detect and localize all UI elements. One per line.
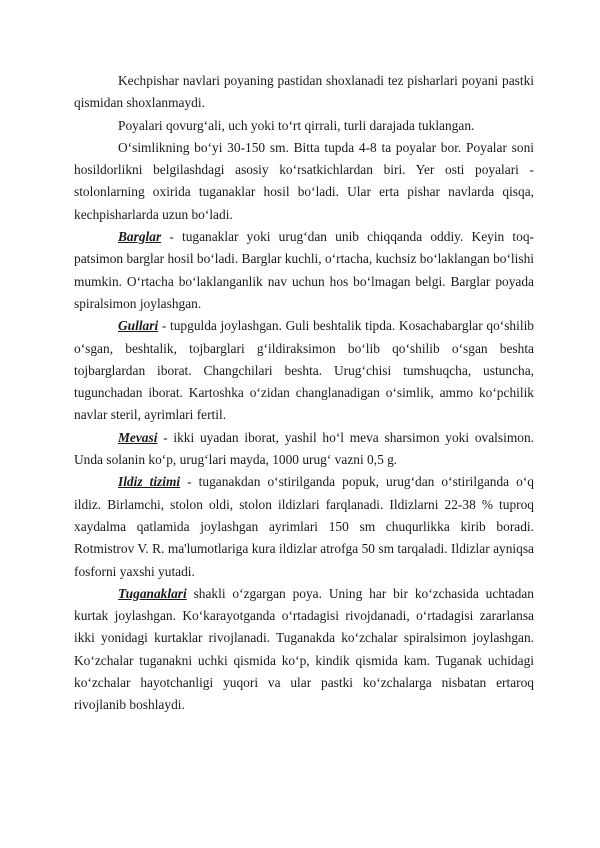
paragraph-gullari (74, 315, 534, 426)
paragraph-text: Kechpishar navlari poyaning pastidan shoxlanadi tez pisharlari poyani pastki qismidan shoxlanmaydi. (74, 73, 534, 111)
document-page (74, 70, 534, 717)
paragraph-text: O‘simlikning bo‘yi 30-150 sm. Bitta tupda 4-8 ta poyalar bor. Poyalar soni hosildorlikni belgilashdagi asosiy ko‘rsatkichlardan biri. Yer osti poyalari - stolonlarning oxirida tuganaklar hosil bo‘ladi. Ular erta pishar navlarda qisqa, kechpisharlarda uzun bo‘ladi. (74, 139, 534, 222)
paragraph-poyalari (74, 115, 534, 137)
paragraph-tuganaklari (74, 583, 534, 717)
paragraph-text: - tuganaklar yoki urug‘dan unib chiqqanda oddiy. Keyin toq-patsimon barglar hosil bo‘ladi. Barglar kuchli, o‘rtacha, kuchsiz bo‘laklangan bo‘lishi mumkin. O‘rtacha bo‘laklanganlik nav uchun hos bo‘lmagan belgi. Barglar poyada spiralsimon joylashgan. (74, 229, 534, 311)
term-mevasi: Mevasi (118, 429, 158, 445)
paragraph-ildiz-tizimi (74, 471, 534, 582)
term-tuganaklari: Tuganaklari (118, 585, 187, 601)
term-barglar: Barglar (118, 229, 162, 245)
paragraph-osimlik-boyi (74, 137, 534, 226)
paragraph-text: - tupgulda joylashgan. Guli beshtalik tipda. Kosachabarglar qo‘shilib o‘sgan, beshtalik, tojbarglari g‘ildiraksimon bo‘lib qo‘shilib o‘sgan beshta tojbarglardan iborat. Changchilari beshta. Urug‘chisi tumshuqcha, ustuncha, tugunchadan iborat. Kartoshka o‘zidan changlanadigan o‘simlik, ammo ko‘pchilik navlar steril, ayrimlari fertil. (74, 318, 534, 423)
paragraph-barglar (74, 226, 534, 315)
paragraph-text: shakli o‘zgargan poya. Uning har bir ko‘zchasida uchtadan kurtak joylashgan. Ko‘karayotganda o‘rtadagisi rivojdanadi, o‘rtadagisi zararlansa ikki yonidagi kurtaklar rivojlanadi. Tuganakda ko‘zchalar spiralsimon joylashgan. Ko‘zchalar tuganakni uchki qismida ko‘p, kindik qismida kam. Tuganak uchidagi ko‘zchalar hayotchanligi yuqori va ular pastki ko‘zchalarga nisbatan ertaroq rivojlanib boshlaydi. (74, 585, 534, 713)
paragraph-text: Poyalari qovurg‘ali, uch yoki to‘rt qirrali, turli darajada tuklangan. (118, 117, 475, 133)
term-gullari: Gullari (118, 318, 159, 334)
paragraph-mevasi (74, 427, 534, 472)
term-ildiz-tizimi: Ildiz tizimi (118, 474, 181, 490)
paragraph-text: - ikki uyadan iborat, yashil ho‘l meva sharsimon yoki ovalsimon. Unda solanin ko‘p, urug‘lari mayda, 1000 urug‘ vazni 0,5 g. (74, 429, 534, 468)
paragraph-kechpishar (74, 70, 534, 115)
paragraph-text: - tuganakdan o‘stirilganda popuk, urug‘dan o‘stirilganda o‘q ildiz. Birlamchi, stolon oldi, stolon ildizlari farqlanadi. Ildizlarni 22-38 % tuproq xaydalma qatlamida joylashgan ayrimlari 150 sm chuqurlikka kirib boradi. Rotmistrov V. R. ma'lumotlariga kura ildizlar atrofga 50 sm tarqaladi. Ildizlar ayniqsa fosforni yaxshi yutadi. (74, 474, 534, 579)
